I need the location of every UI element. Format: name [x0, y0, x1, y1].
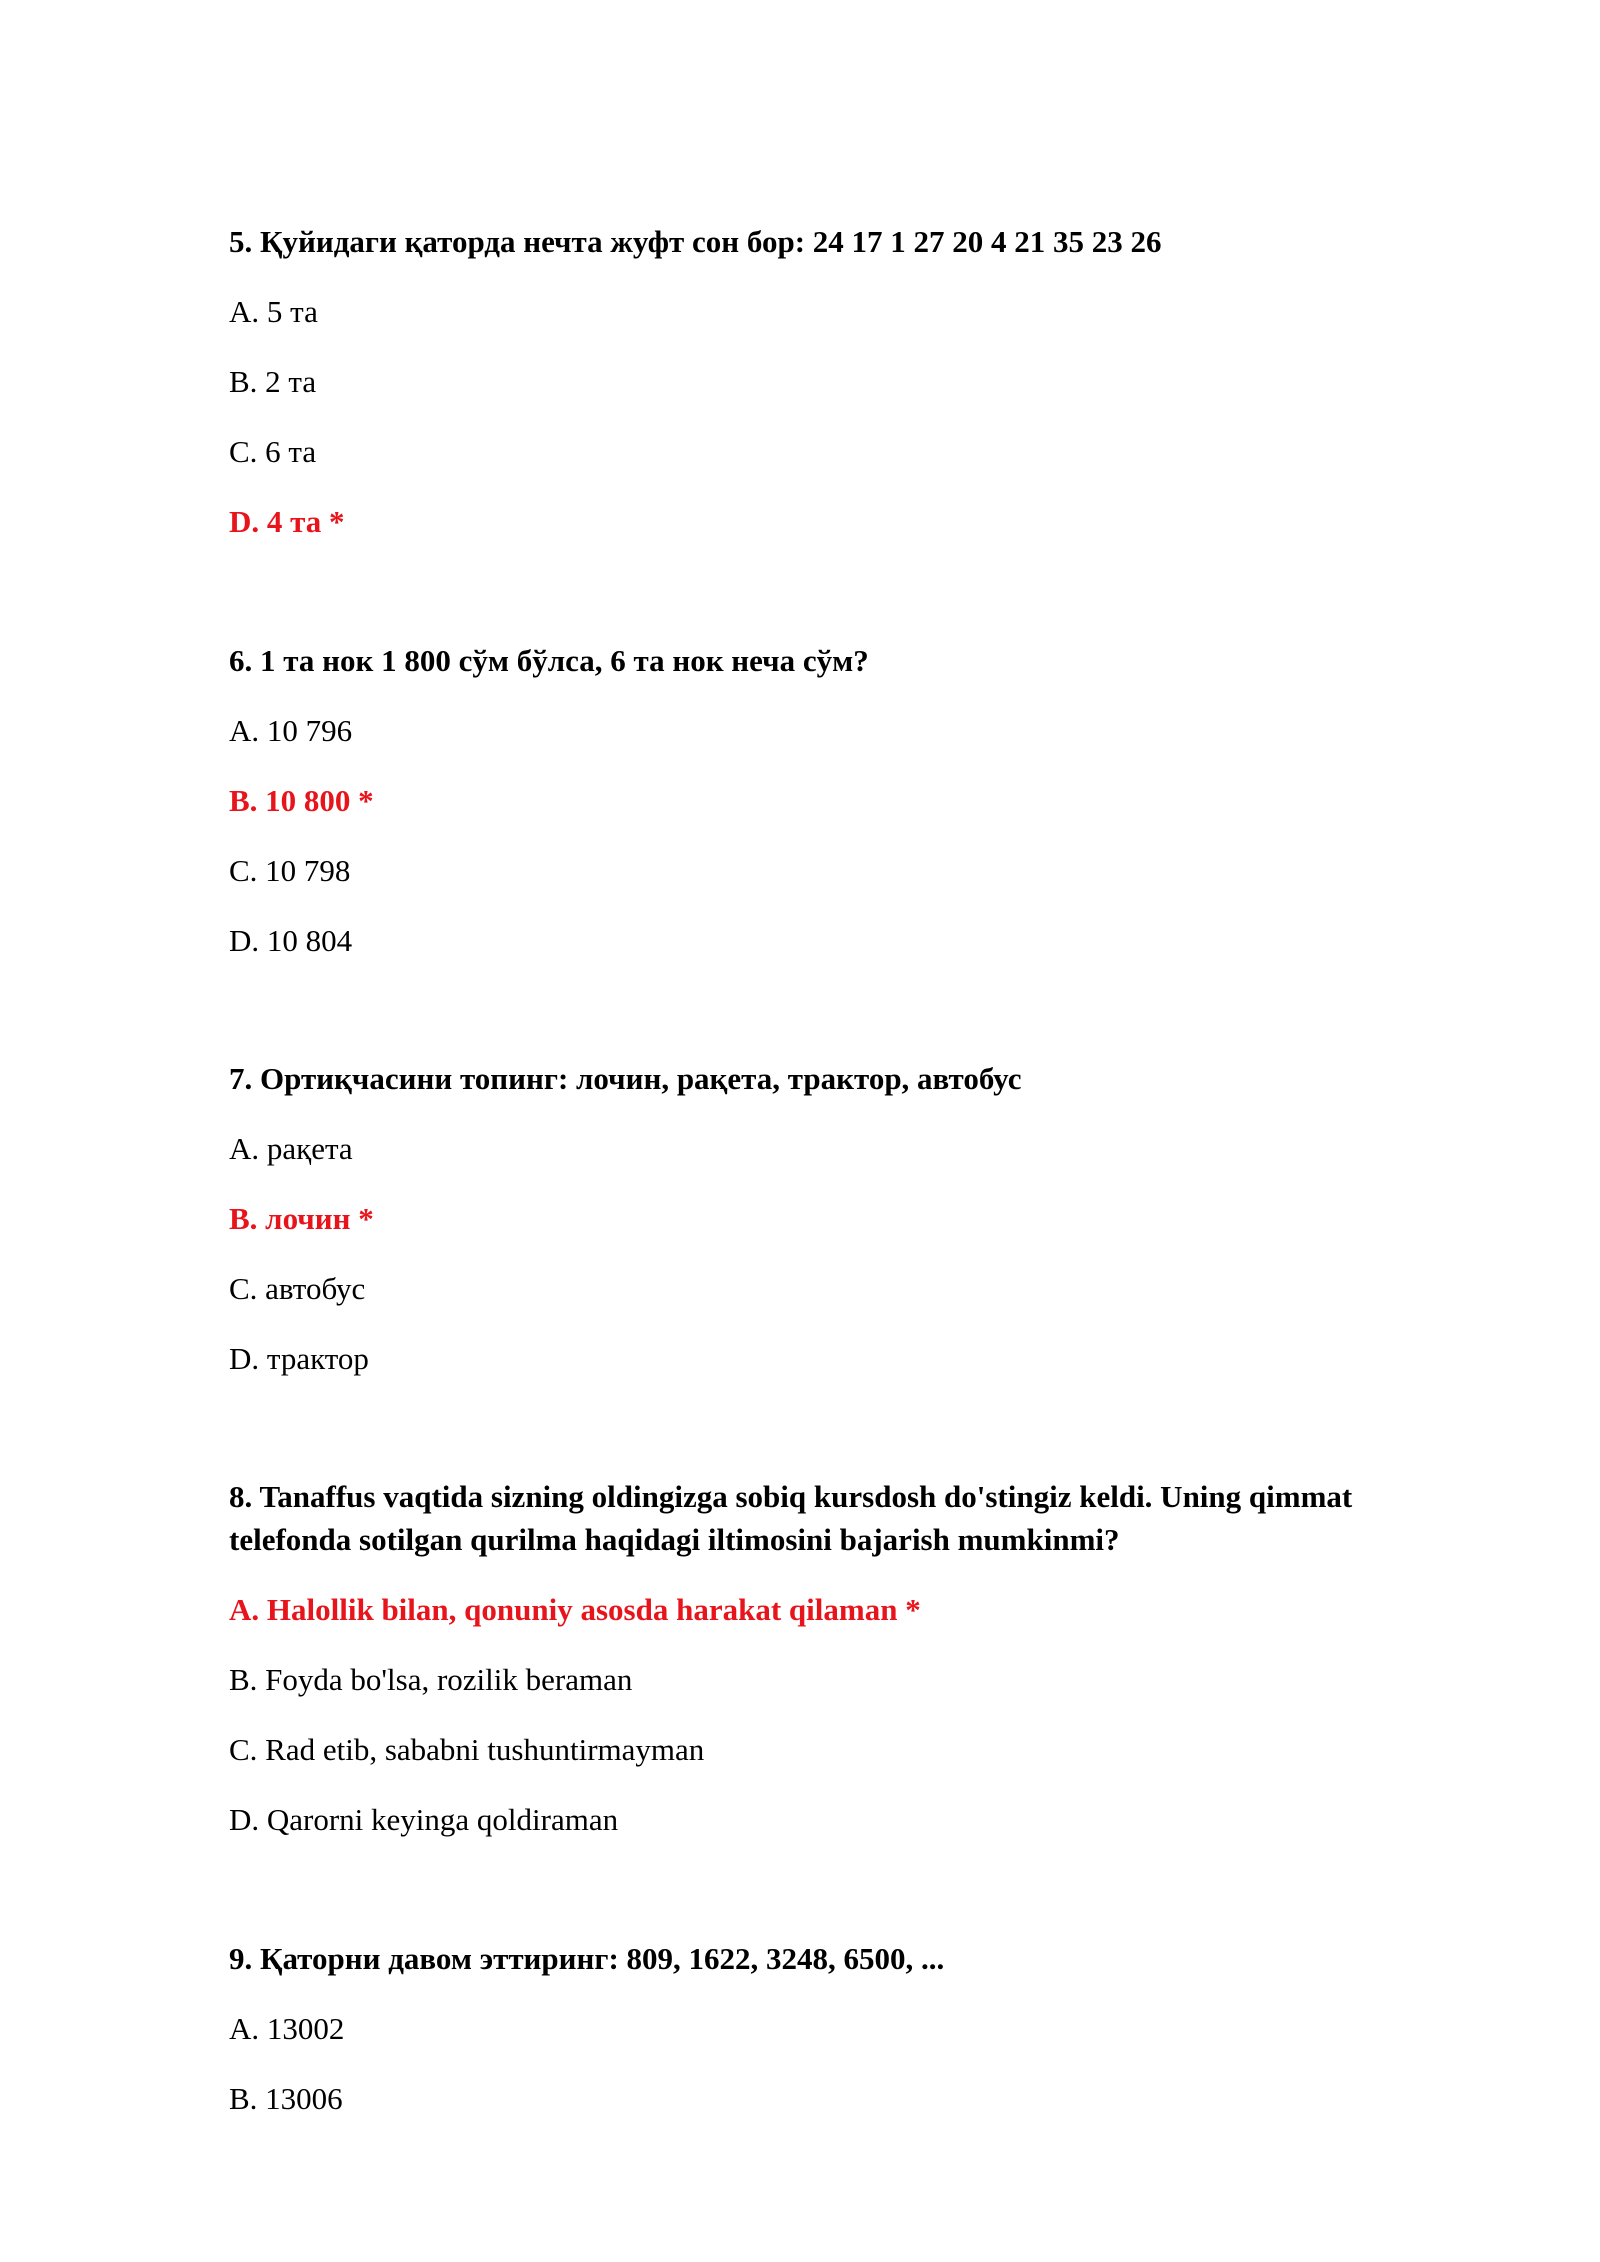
option-d: D. 10 804 — [229, 923, 353, 958]
option-a-correct: A. Halollik bilan, qonuniy asosda harakat qilaman * — [229, 1592, 921, 1627]
option-b-correct: B. лочин * — [229, 1201, 374, 1236]
question-9 — [229, 1937, 1429, 2120]
question-6 — [229, 639, 1429, 962]
question-text: 7. Ортиқчасини топинг: лочин, рақета, трактор, автобус — [229, 1061, 1022, 1096]
question-text: 8. Tanaffus vaqtida sizning oldingizga sobiq kursdosh do'stingiz keldi. Uning qimmat telefonda sotilgan qurilma haqidagi iltimosini bajarish mumkinmi? — [229, 1479, 1353, 1557]
question-8 — [229, 1475, 1429, 1841]
option-a: A. 5 та — [229, 294, 318, 329]
option-a: A. 13002 — [229, 2011, 345, 2046]
option-d-correct: D. 4 та * — [229, 504, 345, 539]
question-7 — [229, 1057, 1429, 1380]
option-b: B. 13006 — [229, 2081, 343, 2116]
option-d: D. Qarorni keyinga qoldiraman — [229, 1802, 619, 1837]
option-c: C. Rad etib, sababni tushuntirmayman — [229, 1732, 705, 1767]
option-b: B. Foyda bo'lsa, rozilik beraman — [229, 1662, 633, 1697]
question-5 — [229, 220, 1429, 543]
question-text: 6. 1 та нок 1 800 сўм бўлса, 6 та нок неча сўм? — [229, 643, 869, 678]
option-b-correct: B. 10 800 * — [229, 783, 374, 818]
question-text: 9. Қаторни давом эттиринг: 809, 1622, 3248, 6500, ... — [229, 1941, 945, 1976]
option-c: C. автобус — [229, 1271, 366, 1306]
option-d: D. трактор — [229, 1341, 369, 1376]
question-text: 5. Қуйидаги қаторда нечта жуфт сон бор: 24 17 1 27 20 4 21 35 23 26 — [229, 224, 1162, 259]
option-c: C. 6 та — [229, 434, 317, 469]
option-a: A. 10 796 — [229, 713, 353, 748]
option-b: B. 2 та — [229, 364, 317, 399]
option-a: A. рақета — [229, 1131, 353, 1166]
option-c: C. 10 798 — [229, 853, 351, 888]
